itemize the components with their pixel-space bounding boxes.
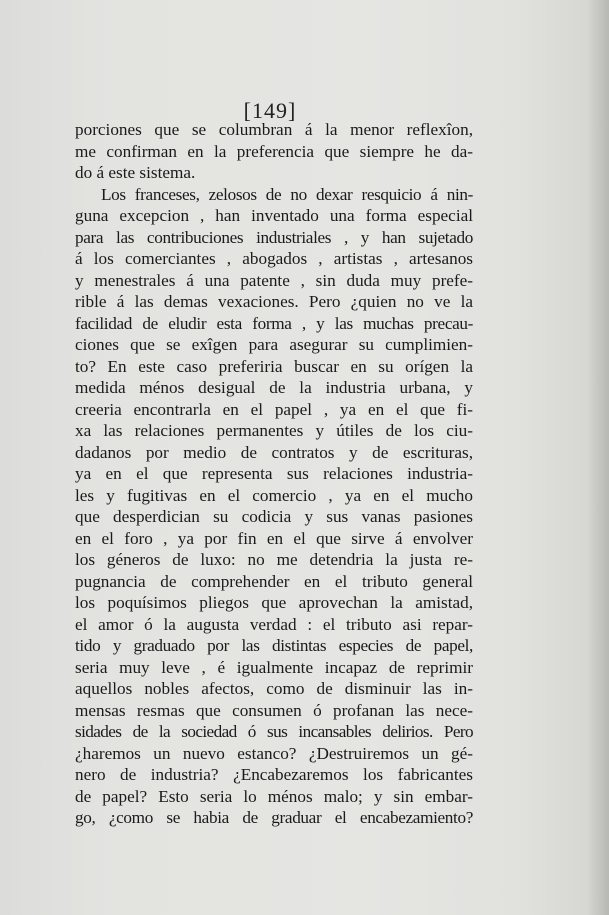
text-line: y menestrales á una patente , sin duda muy prefe- xyxy=(75,270,473,290)
text-line: do á este sistema. xyxy=(75,163,196,182)
text-line: para las contribuciones industriales , y han sujetado xyxy=(75,227,473,247)
text-line: to? En este caso preferiria buscar en su orígen la xyxy=(75,356,473,376)
text-line: rible á las demas vexaciones. Pero ¿quien no ve la xyxy=(75,292,473,311)
text-line: nero de industria? ¿Encabezaremos los fabricantes xyxy=(75,765,473,784)
text-line: en el foro , ya por fin en el que sirve á envolver xyxy=(75,528,473,548)
text-line: ciones que se exîgen para asegurar su cumplimien- xyxy=(75,335,473,354)
text-line: pugnancia de comprehender en el tributo general xyxy=(75,571,473,591)
text-line: mensas resmas que consumen ó profanan las nece- xyxy=(75,700,473,720)
text-line: el amor ó la augusta verdad : el tributo asi repar- xyxy=(75,614,473,634)
text-line: los géneros de luxo: no me detendria la justa re- xyxy=(75,550,473,569)
text-line: tido y graduado por las distintas especies de papel, xyxy=(75,636,473,655)
text-line: me confirman en la preferencia que siempre he da- xyxy=(75,141,473,161)
text-line: ya en el que representa sus relaciones industria- xyxy=(75,464,473,483)
text-line: dadanos por medio de contratos y de escrituras, xyxy=(75,442,473,462)
text-line: porciones que se columbran á la menor reflexîon, xyxy=(75,120,473,139)
text-line: go, ¿como se habia de graduar el encabezamiento? xyxy=(75,808,473,827)
page-number: [149] xyxy=(243,98,297,123)
paragraph-start-line: Los franceses, zelosos de no dexar resquicio á nin- xyxy=(101,184,473,204)
text-line: aquellos nobles afectos, como de disminuir las in- xyxy=(75,679,473,698)
text-line: de papel? Esto seria lo ménos malo; y sin embar- xyxy=(75,786,473,806)
text-line: sidades de la sociedad ó sus incansables delirios. Pero xyxy=(75,722,473,741)
text-line: creeria encontrarla en el papel , ya en el que fi- xyxy=(75,399,473,419)
text-line: xa las relaciones permanentes y útiles de los ciu- xyxy=(75,421,473,440)
text-line: ¿haremos un nuevo estanco? ¿Destruiremos un gé- xyxy=(75,743,473,763)
text-line: que desperdician su codicia y sus vanas pasiones xyxy=(75,507,473,526)
text-line: á los comerciantes , abogados , artistas , artesanos xyxy=(75,249,473,268)
text-line: les y fugitivas en el comercio , ya en el mucho xyxy=(75,485,473,505)
text-line: seria muy leve , é igualmente incapaz de reprimir xyxy=(75,657,473,677)
text-line: los poquísimos pliegos que aprovechan la amistad, xyxy=(75,593,473,612)
text-line: facilidad de eludir esta forma , y las muchas precau- xyxy=(75,313,473,333)
page-fold-shadow xyxy=(587,0,609,915)
text-line: medida ménos desigual de la industria urbana, y xyxy=(75,378,473,397)
body-text xyxy=(75,119,473,829)
text-line: guna excepcion , han inventado una forma especial xyxy=(75,206,473,225)
